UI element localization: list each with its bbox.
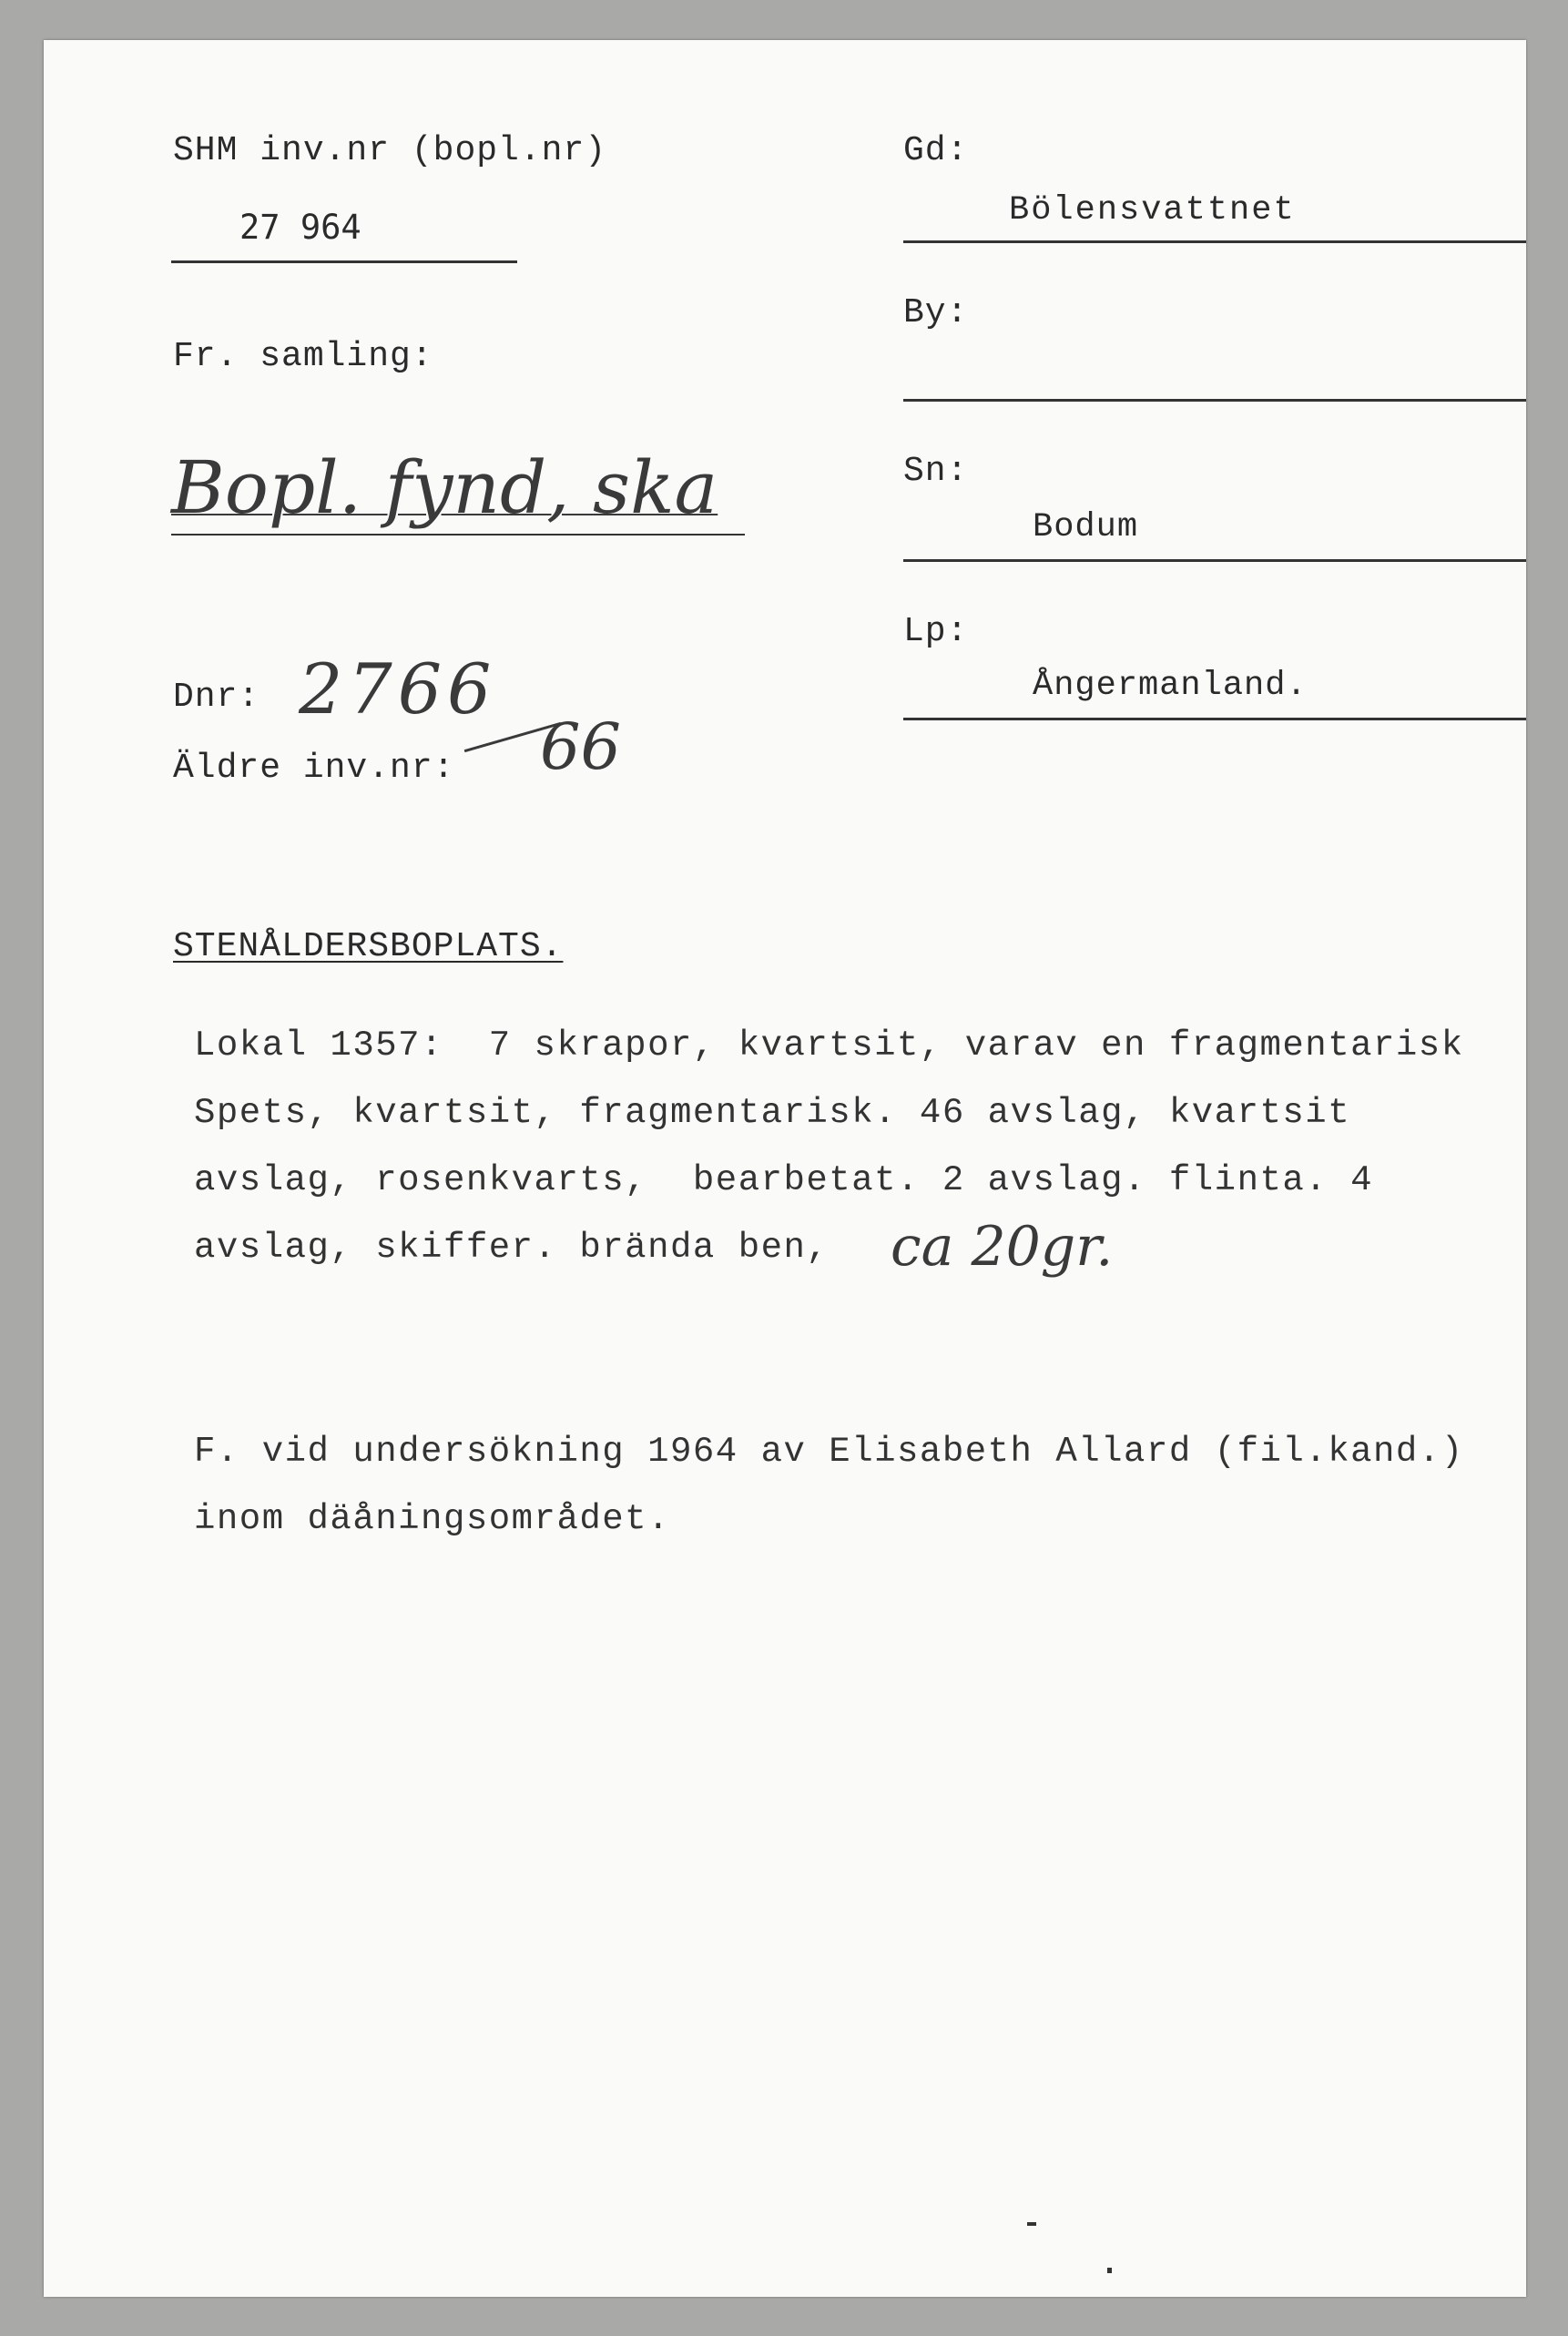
site-type-heading: STENÅLDERSBOPLATS.: [173, 927, 564, 966]
dnr-year-handwritten: 66: [540, 709, 622, 784]
fr-samling-underline: [171, 534, 745, 536]
shm-inv-value: 27 964: [239, 208, 361, 247]
scan-mark: [1027, 2222, 1036, 2226]
lp-label: Lp:: [903, 612, 969, 651]
aldre-inv-label: Äldre inv.nr:: [173, 749, 455, 788]
shm-inv-underline: [171, 260, 517, 263]
scan-mark: [1107, 2268, 1112, 2273]
shm-inv-label: SHM inv.nr (bopl.nr): [173, 131, 607, 170]
by-underline: [903, 399, 1526, 402]
gd-value: Bölensvattnet: [1009, 191, 1296, 230]
find-note-line-1: F. vid undersökning 1964 av Elisabeth Allard (fil.kand.): [194, 1432, 1464, 1472]
by-label: By:: [903, 293, 969, 332]
dnr-label: Dnr:: [173, 678, 260, 717]
sn-value: Bodum: [1033, 508, 1139, 546]
gd-label: Gd:: [903, 131, 969, 170]
find-note-line-2: inom däåningsområdet.: [194, 1499, 670, 1539]
description-weight-handwritten: ca 20gr.: [891, 1215, 1114, 1279]
gd-underline: [903, 240, 1526, 243]
catalog-card: [44, 40, 1526, 2297]
lp-underline: [903, 718, 1526, 720]
fr-samling-handwritten: Bopl. fynd, ska: [171, 445, 718, 530]
fr-samling-label: Fr. samling:: [173, 337, 433, 376]
lp-value: Ångermanland.: [1033, 667, 1308, 705]
description-line-2: Spets, kvartsit, fragmentarisk. 46 avslag, kvartsit: [194, 1093, 1351, 1133]
description-line-3: avslag, rosenkvarts, bearbetat. 2 avslag. flinta. 4: [194, 1160, 1373, 1200]
description-line-1: Lokal 1357: 7 skrapor, kvartsit, varav en fragmentarisk: [194, 1025, 1464, 1066]
dnr-handwritten: 2766: [299, 648, 497, 729]
sn-label: Sn:: [903, 452, 969, 491]
description-line-4: avslag, skiffer. brända ben,: [194, 1228, 830, 1268]
sn-underline: [903, 559, 1526, 562]
